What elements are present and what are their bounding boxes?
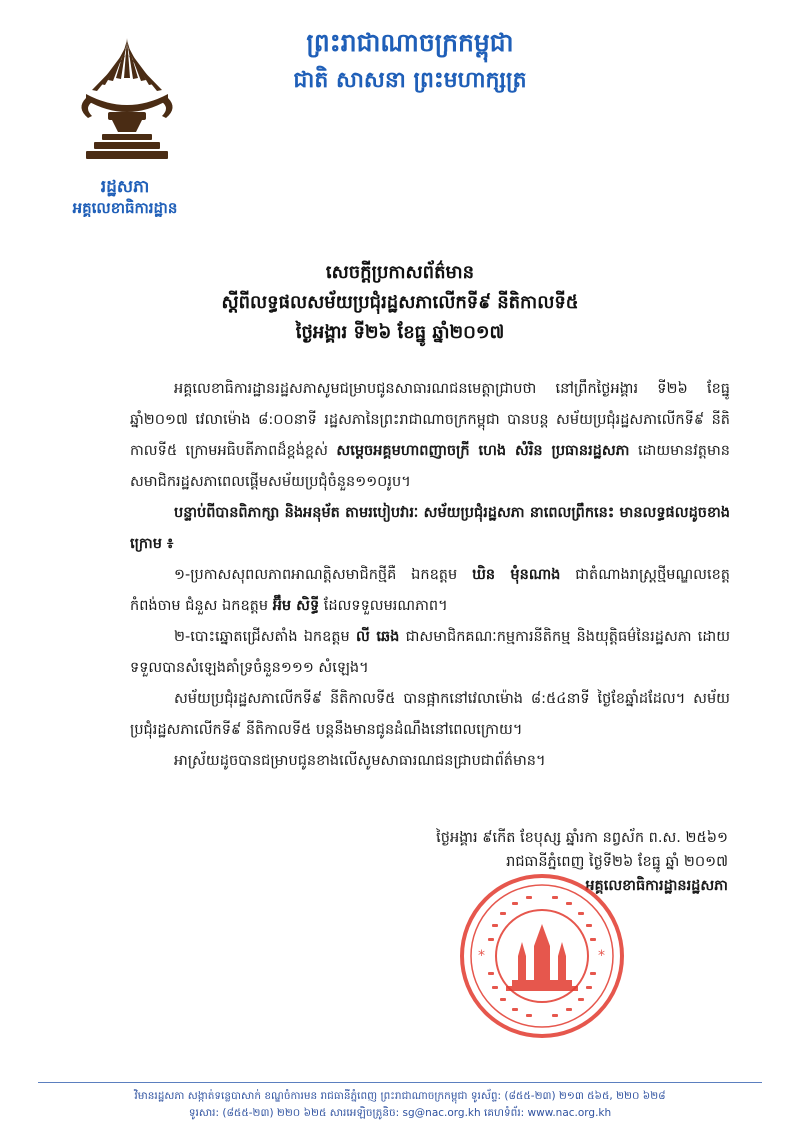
new-member-name: ឃិន មុំនណាង	[472, 567, 561, 583]
item1-text-c: ជាតំណាងរាស្ត្រថ្មីមណ្ឌលខេត្តកំពង់ចាម ជំនួស ឯកឧត្តម	[130, 567, 730, 614]
title-line-1: សេចក្តីប្រកាសព័ត៌មាន	[325, 262, 475, 283]
paragraph-results-heading: បន្ទាប់ពីបានពិភាក្សា និងអនុម័ត តាមរបៀបវារៈ សម័យប្រជុំរដ្ឋសភា នាពេលព្រឹកនេះ មានលទ្ធផលដូចខាងក្រោម ៖	[130, 505, 730, 552]
title-line-2: ស្តីពីលទ្ធផលសម័យប្រជុំរដ្ឋសភាលើកទី៩ នីតិកាលទី៥	[221, 292, 579, 313]
footer-fax-email-web: ទូរសារ: (៨៥៥-២៣) ២២០ ៦២៥ សារអេឡិចត្រូនិច: sg@nac.org.kh គេហទំព័រ: www.nac.org.kh	[188, 1107, 612, 1119]
intro-tail: ដោយមានវត្តមាន សមាជិករដ្ឋសភាពេលផ្តើមសម័យប្រជុំចំនួន១១០រូប។	[130, 443, 730, 490]
signing-office: អគ្គលេខាធិការដ្ឋានរដ្ឋសភា	[585, 878, 728, 894]
ministry-block	[40, 176, 210, 218]
document-title	[150, 258, 650, 348]
paragraph-item-1	[130, 560, 730, 622]
paragraph-adjournment: សម័យប្រជុំរដ្ឋសភាលើកទី៩ នីតិកាលទី៥ បានផ្អាកនៅវេលាម៉ោង ៨:៥៤នាទី ថ្ងៃខែឆ្នាំដដែល។ សម័យប្រជុំរដ្ឋសភាលើកទី៩ នីតិកាលទី៥ បន្តនឹងមានជូនដំណឹងនៅពេលក្រោយ។	[130, 691, 730, 738]
national-emblem-icon	[72, 34, 182, 164]
document-body	[130, 374, 730, 777]
official-seal-stamp	[458, 872, 626, 1040]
lunar-date: ថ្ងៃអង្គារ ៩កើត ខែបុស្ស ឆ្នាំរកា នព្វស័ក ព.ស. ២៥៦១	[436, 830, 728, 846]
svg-text:*: *	[598, 948, 605, 964]
president-name: សម្តេចអគ្គមហាពញាចក្រី ហេង សំរិន ប្រធានរដ្ឋសភា	[336, 443, 630, 459]
footer-address: វិមានរដ្ឋសភា សង្កាត់ទន្លេបាសាក់ ខណ្ឌចំការមន រាជធានីភ្នំពេញ ព្រះរាជាណាចក្រកម្ពុជា ទូរស័ព្ទ: (៨៥៥-២៣) ២១៣ ៥៦៥, ២២០ ៦២៨	[134, 1090, 666, 1102]
title-line-3: ថ្ងៃអង្គារ ទី២៦ ខែធ្នូ ឆ្នាំ២០១៧	[295, 322, 505, 343]
paragraph-closing: អាស្រ័យដូចបានជម្រាបជូនខាងលើសូមសាធារណជនជ្រាបជាព័ត៌មាន។	[174, 753, 546, 769]
department-name: អគ្គលេខាធិការដ្ឋាន	[72, 199, 178, 217]
item1-text-a: ១-ប្រកាសសុពលភាពអាណត្តិសមាជិកថ្មីគឺ ឯកឧត្តម	[174, 567, 473, 583]
national-motto: ជាតិ សាសនា ព្រះមហាក្សត្រ	[293, 68, 527, 93]
elected-member-name: លី ឆេង	[355, 629, 400, 645]
kingdom-name: ព្រះរាជាណាចក្រកម្ពុជា	[306, 28, 514, 57]
item1-text-e: ដែលទទួលមរណភាព។	[319, 598, 448, 614]
paragraph-item-2	[130, 622, 730, 684]
ministry-name: រដ្ឋសភា	[100, 177, 150, 197]
svg-text:*: *	[478, 948, 485, 964]
footer-divider	[38, 1082, 762, 1083]
paragraph-intro	[130, 374, 730, 498]
footer-contact	[40, 1088, 760, 1122]
item2-text-c: ជាសមាជិកគណៈកម្មការនីតិកម្ម និងយុត្តិធម៌នៃរដ្ឋសភា ដោយទទួលបានសំឡេងគាំទ្រចំនួន១១១ សំឡេង។	[130, 629, 730, 676]
replaced-member-name: អ៊ឹម សិទ្ធី	[272, 598, 320, 614]
intro-text: អគ្គលេខាធិការដ្ឋានរដ្ឋសភាសូមជម្រាបជូនសាធារណជនមេត្តាជ្រាបថា នៅព្រឹកថ្ងៃអង្គារ ទី២៦ ខែធ្នូ ឆ្នាំ២០១៧ វេលាម៉ោង ៨:០០នាទី រដ្ឋសភានៃព្រះរាជាណាចក្រកម្ពុជា បានបន្ត សម័យប្រជុំរដ្ឋសភាលើកទី៩ នីតិកាលទី៥ ក្រោមអធិបតីភាពដ៏ខ្ពង់ខ្ពស់	[130, 381, 730, 459]
kingdom-motto	[240, 26, 580, 98]
city-date: រាជធានីភ្នំពេញ ថ្ងៃទី២៦ ខែធ្នូ ឆ្នាំ ២០១៧	[506, 854, 728, 870]
item2-text-a: ២-បោះឆ្នោតជ្រើសតាំង ឯកឧត្តម	[174, 629, 356, 645]
